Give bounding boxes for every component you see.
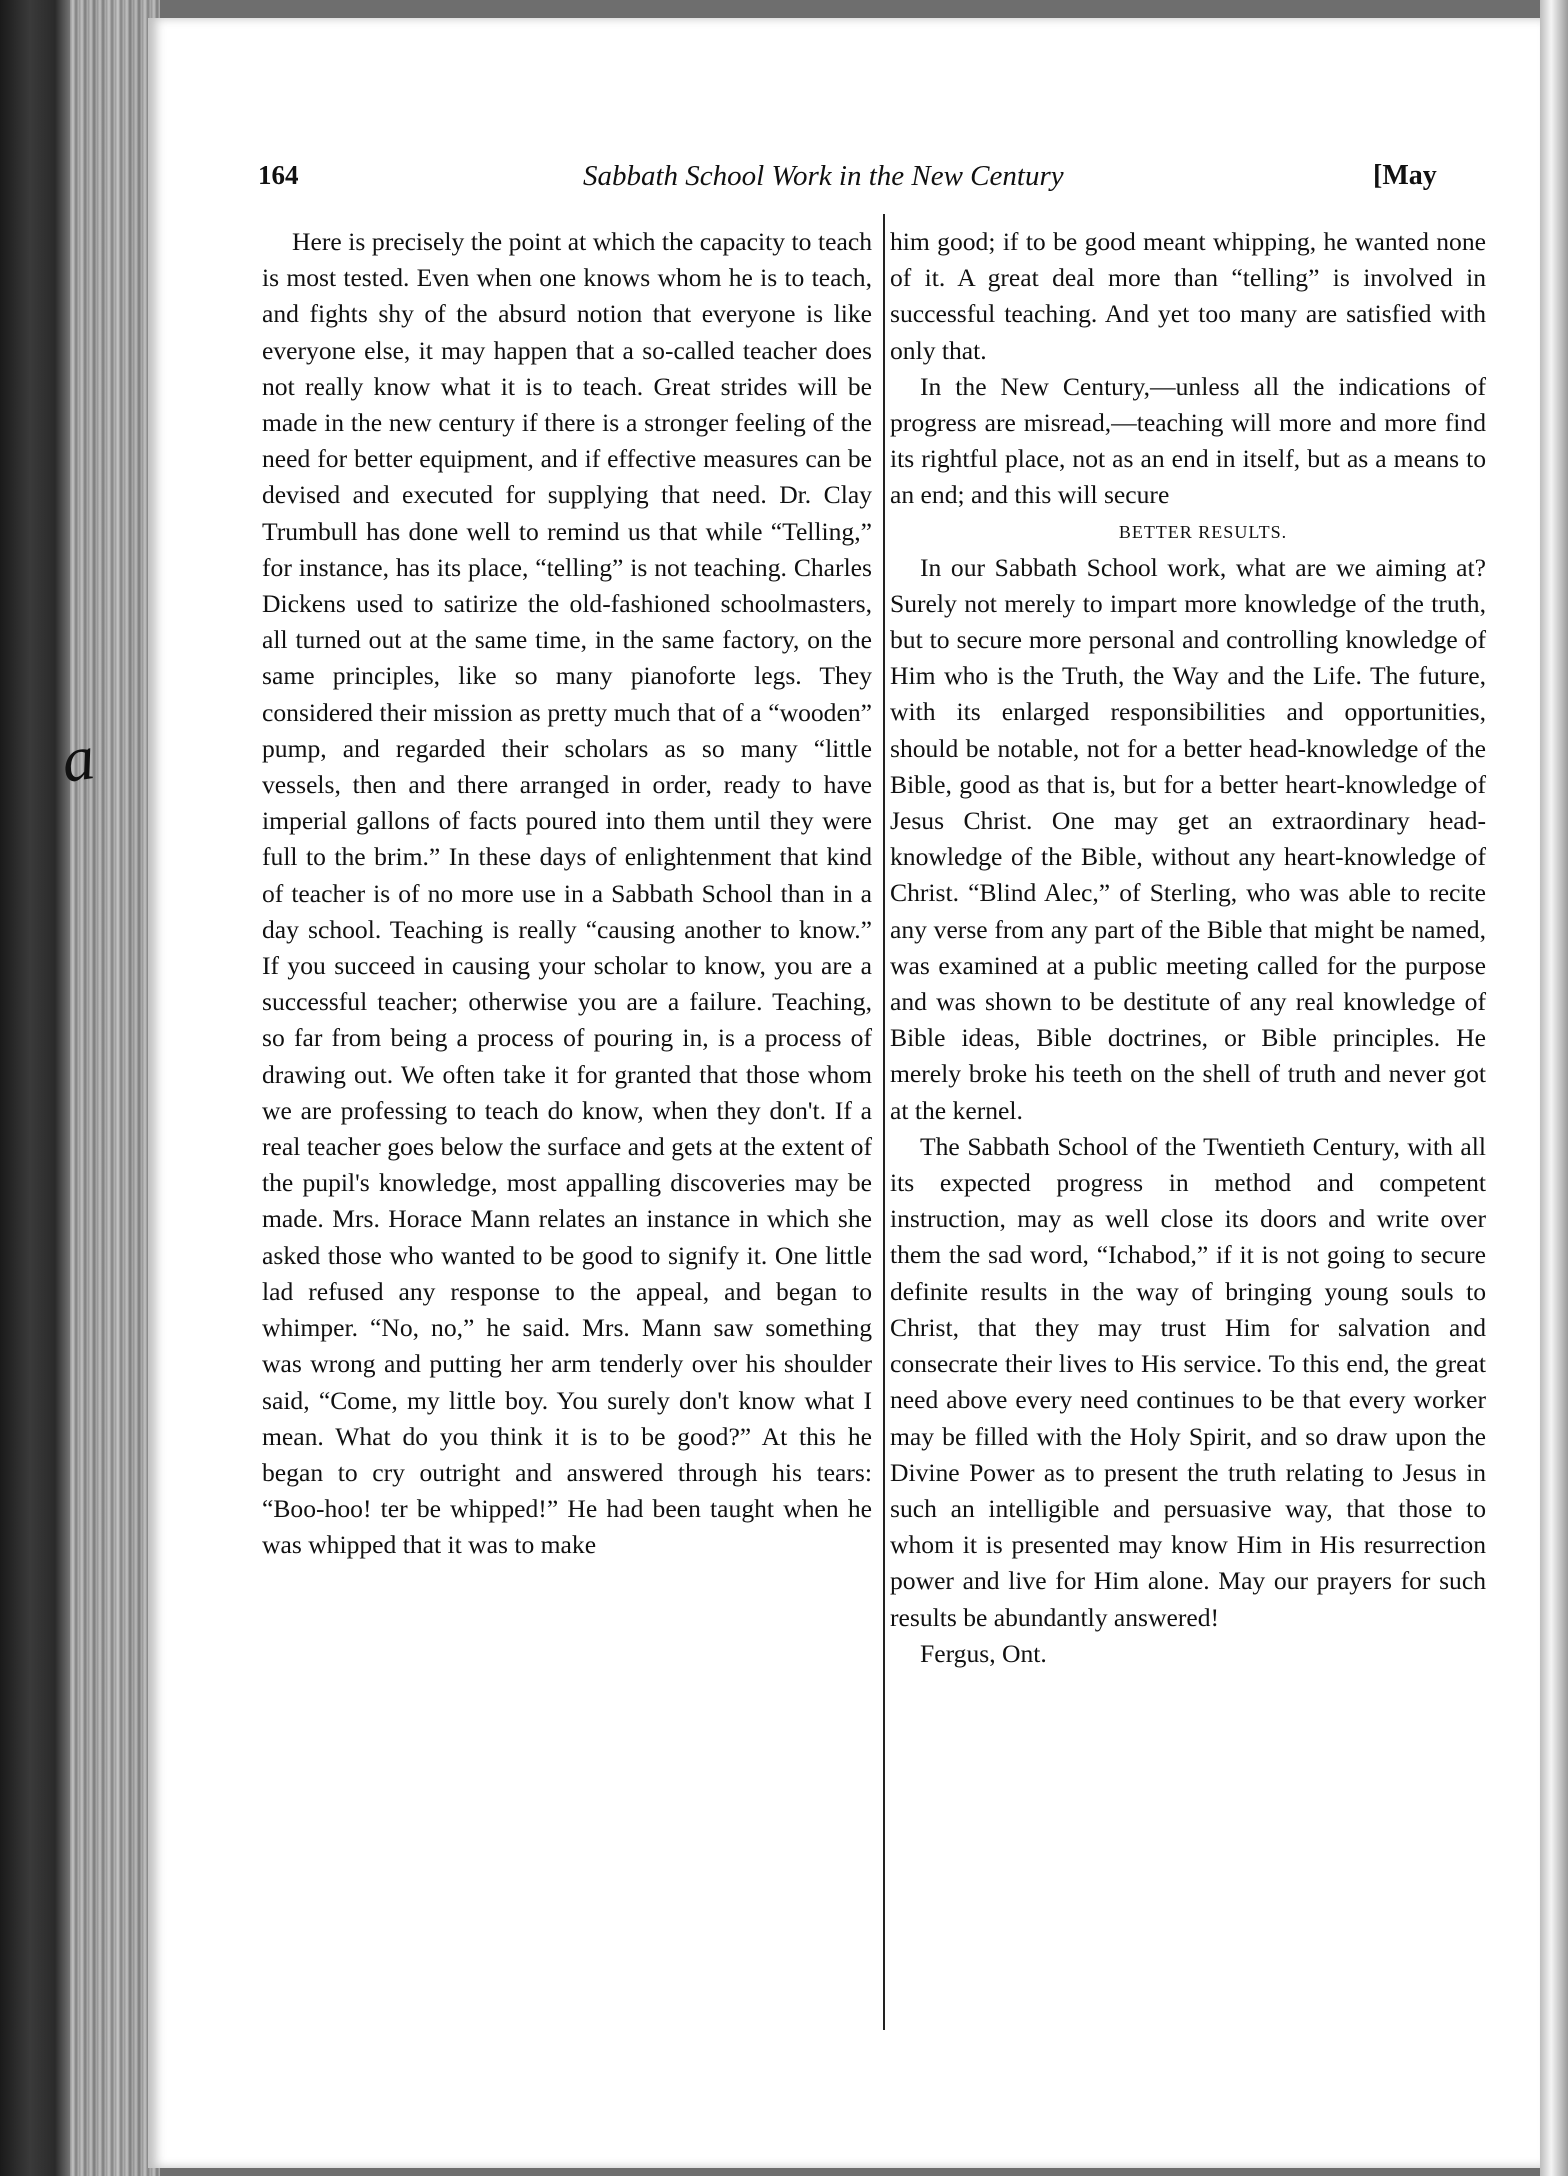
column-divider xyxy=(883,214,885,2030)
left-column xyxy=(262,224,872,1564)
paragraph: The Sabbath School of the Twentieth Century, with all its expected progress in method and competent instruction, may as well close its doors and write over them the sad word, “Ichabod,” if it is not going to secure definite results in the way of bringing young souls to Christ, that they may trust Him for salvation and consecrate their lives to His service. To this end, the great need above every need continues to be that every worker may be filled with the Holy Spirit, and so draw upon the Divine Power as to present the truth relating to Jesus in such an intelligible and persuasive way, that those to whom it is presented may know Him in His resurrection power and live for Him alone. May our prayers for such results be abundantly answered! xyxy=(890,1131,1486,1632)
running-header xyxy=(258,160,1458,206)
right-column xyxy=(890,224,1486,1672)
signature: Fergus, Ont. xyxy=(920,1638,1047,1668)
page-edges xyxy=(70,0,160,2176)
issue-month: [May xyxy=(1373,160,1437,191)
paragraph: In our Sabbath School work, what are we aiming at? Surely not merely to impart more knowledge of the truth, but to secure more personal and controlling knowledge of Him who is the Truth, the Way and the Life. The future, with its enlarged responsibilities and opportunities, should be notable, not for a better head-knowledge of the Bible, good as that is, but for a better heart-knowledge of Jesus Christ. One may get an extraordinary head-knowledge of the Bible, without any heart-knowledge of Christ. “Blind Alec,” of Sterling, who was able to recite any verse from any part of the Bible that might be named, was examined at a public meeting called for the purpose and was shown to be destitute of any real knowledge of Bible ideas, Bible doctrines, or Bible principles. He merely broke his teeth on the shell of truth and never got at the kernel. xyxy=(890,552,1486,1125)
paragraph: Here is precisely the point at which the capacity to teach is most tested. Even when one knows whom he is to teach, and fights shy of the absurd notion that everyone is like everyone else, it may happen that a so-called teacher does not really know what it is to teach. Great strides will be made in the new century if there is a stronger feeling of the need for better equipment, and if effective measures can be devised and executed for supplying that need. Dr. Clay Trumbull has done well to remind us that while “Telling,” for instance, has its place, “telling” is not teaching. Charles Dickens used to satirize the old-fashioned schoolmasters, all turned out at the same time, in the same factory, on the same principles, like so many pianoforte legs. They considered their mission as pretty much that of a “wooden” pump, and regarded their scholars as so many “little vessels, then and there arranged in order, ready to have imperial gallons of facts poured into them until they were full to the brim.” In these days of enlightenment that kind of teacher is of no more use in a Sabbath School than in a day school. Teaching is really “causing another to know.” If you succeed in causing your scholar to know, you are a successful teacher; otherwise you are a failure. Teaching, so far from being a process of pouring in, is a process of drawing out. We often take it for granted that those whom we are professing to teach do know, when they don't. If a real teacher goes below the surface and gets at the extent of the pupil's knowledge, most appalling discoveries may be made. Mrs. Horace Mann relates an instance in which she asked those who wanted to be good to signify it. One little lad refused any response to the appeal, and began to whimper. “No, no,” he said. Mrs. Mann saw something was wrong and putting her arm tenderly over his shoulder said, “Come, my little boy. You surely don't know what I mean. What do you think it is to be good?” At this he began to cry outright and answered through his tears: “Boo-hoo! ter be whipped!” He had been taught when he was whipped that it was to make xyxy=(262,227,872,1560)
page-number: 164 xyxy=(258,160,299,190)
right-page-edge xyxy=(1540,0,1568,2176)
paragraph-continuation: him good; if to be good meant whipping, he wanted none of it. A great deal more than “telling” is involved in successful teaching. And yet too many are satisfied with only that. xyxy=(890,227,1486,365)
running-title: Sabbath School Work in the New Century xyxy=(583,160,1064,192)
section-heading: BETTER RESULTS. xyxy=(1118,521,1288,542)
paragraph: In the New Century,—unless all the indications of progress are misread,—teaching will more and more find its rightful place, not as an end in itself, but as a means to an end; and this will secure xyxy=(890,371,1486,510)
margin-handwriting: a xyxy=(57,721,99,796)
